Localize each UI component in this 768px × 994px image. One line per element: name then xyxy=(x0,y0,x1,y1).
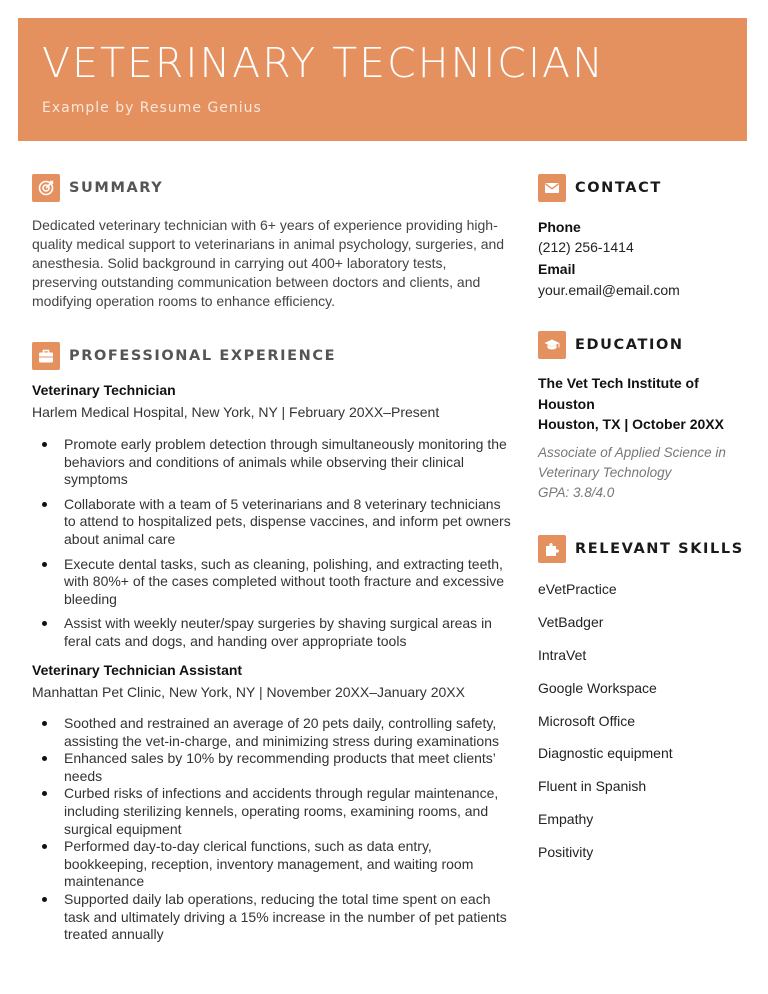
list-item: VetBadger xyxy=(538,613,604,630)
list-item: Performed day-to-day clerical functions, such as data entry, bookkeeping, reception, inventory management, and waiting room maintenance xyxy=(32,838,512,891)
job-bullets xyxy=(32,436,512,658)
summary-heading-label: SUMMARY xyxy=(69,180,164,196)
contact-heading-label: CONTACT xyxy=(575,180,662,196)
degree: Associate of Applied Science in xyxy=(538,445,726,460)
list-item: Soothed and restrained an average of 20 pets daily, controlling safety, assisting the vet-in-charge, and minimizing stress during examinations xyxy=(32,715,512,750)
email-value: your.email@email.com xyxy=(538,282,680,298)
envelope-icon xyxy=(538,174,566,202)
list-item: Collaborate with a team of 5 veterinarians and 8 veterinary technicians to attend to hospitalized pets, dispense vaccines, and inform pet owners about animal care xyxy=(32,496,512,549)
target-icon xyxy=(32,174,60,202)
list-item: Assist with weekly neuter/spay surgeries by shaving surgical areas in feral cats and dogs, and handing over appropriate tools xyxy=(32,615,512,650)
phone-label: Phone xyxy=(538,219,581,235)
list-item: Empathy xyxy=(538,811,594,828)
resume-subtitle: Example by Resume Genius xyxy=(42,100,262,116)
list-item: Diagnostic equipment xyxy=(538,745,673,762)
summary-text: Dedicated veterinary technician with 6+ years of experience providing high-quality medical support to veterinarians in animal psychology, surgeries, and anesthesia. Solid background in carrying out 400+ laboratory tests, preserving outstanding communication between doctors and clients, and modifying operation rooms to enhance efficiency. xyxy=(32,217,505,309)
skills-heading xyxy=(538,535,744,563)
resume-title: VETERINARY TECHNICIAN xyxy=(42,39,605,87)
list-item: Enhanced sales by 10% by recommending products that meet clients’ needs xyxy=(32,750,512,785)
job-meta: Harlem Medical Hospital, New York, NY | February 20XX–Present xyxy=(32,404,440,420)
job-bullets xyxy=(32,715,512,944)
briefcase-icon xyxy=(32,342,60,370)
list-item: IntraVet xyxy=(538,646,587,663)
job-title: Veterinary Technician Assistant xyxy=(32,662,243,678)
school-name-line2: Houston xyxy=(538,396,595,412)
experience-heading xyxy=(32,342,336,370)
list-item: Execute dental tasks, such as cleaning, polishing, and extracting teeth, with 80%+ of the cases completed without tooth fracture and excessive bleeding xyxy=(32,556,512,609)
puzzle-icon xyxy=(538,535,566,563)
list-item: Positivity xyxy=(538,844,594,861)
list-item: Promote early problem detection through simultaneously monitoring the behaviors and conditions of animals while observing their clinical symptoms xyxy=(32,436,512,489)
skills-list xyxy=(538,580,673,876)
education-heading-label: EDUCATION xyxy=(575,337,684,353)
job-title: Veterinary Technician xyxy=(32,382,176,398)
skills-heading-label: RELEVANT SKILLS xyxy=(575,541,744,557)
list-item: Curbed risks of infections and accidents through regular maintenance, including sterilizing kennels, operating rooms, examining rooms, and surgical equipment xyxy=(32,785,512,838)
summary-heading xyxy=(32,174,163,202)
gpa: GPA: 3.8/4.0 xyxy=(538,485,615,500)
education-heading xyxy=(538,331,684,359)
school-location-date: Houston, TX | October 20XX xyxy=(538,416,724,432)
list-item: Supported daily lab operations, reducing the total time spent on each task and ultimately driving a 15% increase in the number of pet patients treated annually xyxy=(32,891,512,944)
school-name: The Vet Tech Institute of xyxy=(538,375,699,391)
list-item: Fluent in Spanish xyxy=(538,778,647,795)
list-item: Microsoft Office xyxy=(538,712,635,729)
job-meta: Manhattan Pet Clinic, New York, NY | November 20XX–January 20XX xyxy=(32,684,465,700)
contact-heading xyxy=(538,174,662,202)
experience-heading-label: PROFESSIONAL EXPERIENCE xyxy=(69,348,337,364)
header-banner xyxy=(18,18,747,141)
list-item: Google Workspace xyxy=(538,679,657,696)
phone-value: (212) 256-1414 xyxy=(538,239,634,255)
graduation-cap-icon xyxy=(538,331,566,359)
list-item: eVetPractice xyxy=(538,581,617,597)
degree-line2: Veterinary Technology xyxy=(538,465,672,480)
email-label: Email xyxy=(538,261,576,277)
